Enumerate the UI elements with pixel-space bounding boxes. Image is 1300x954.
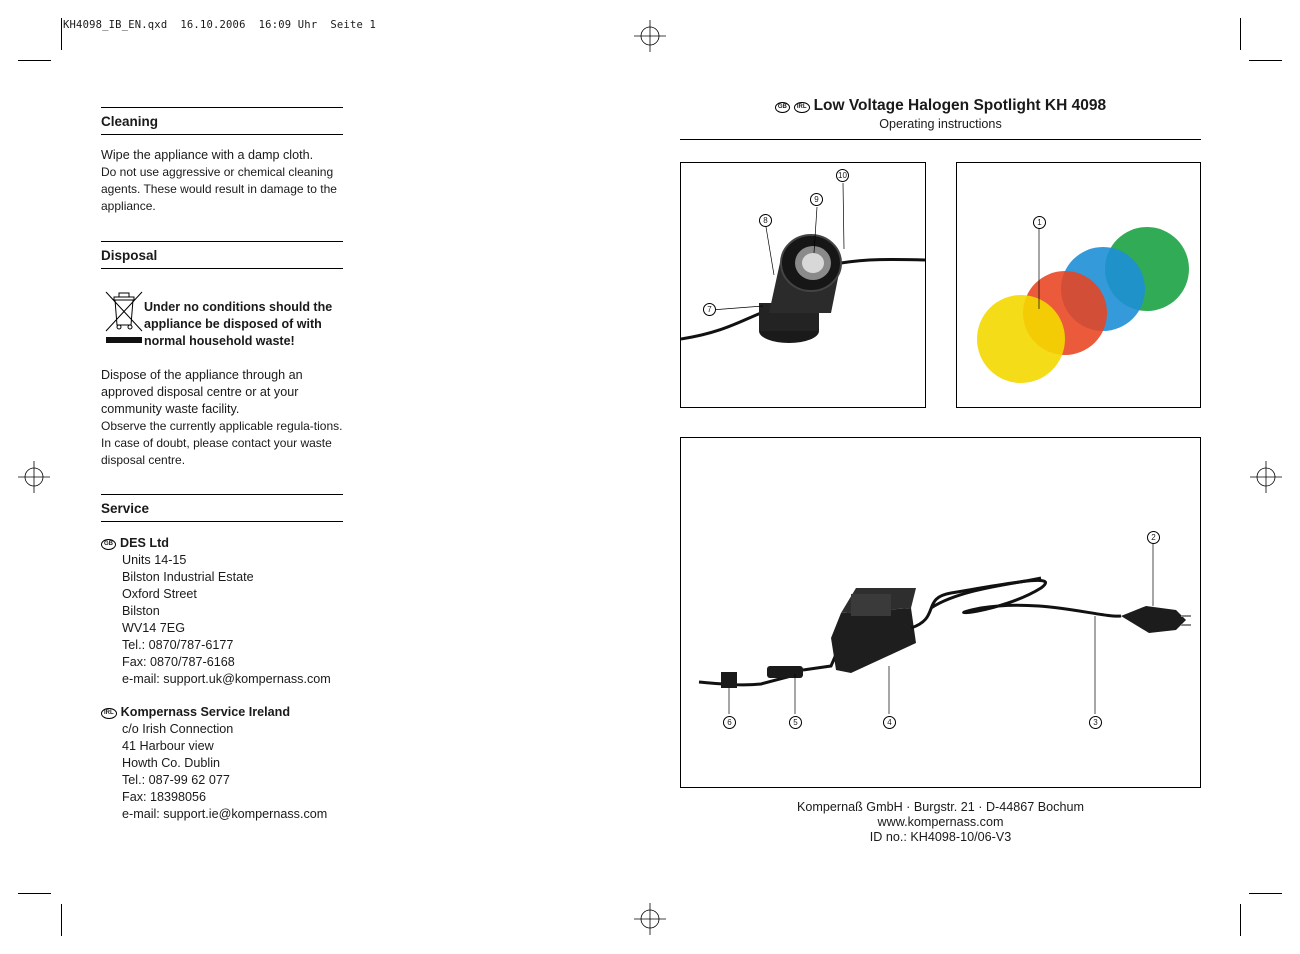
service-address-irl [101, 704, 361, 823]
color-filters-illustration [957, 163, 1200, 407]
footer-company: Kompernaß GmbH · Burgstr. 21 · D-44867 Bochum [797, 800, 1084, 814]
irl-flag-icon: IRL [794, 102, 810, 113]
address-line: 41 Harbour view [122, 739, 214, 753]
crossed-out-bin-icon [104, 289, 144, 345]
spotlight-figure [680, 162, 926, 408]
registration-mark-icon [634, 903, 666, 935]
callout-1: 1 [1033, 216, 1046, 229]
callout-5: 5 [789, 716, 802, 729]
address-line: Oxford Street [122, 587, 197, 601]
disposal-para1: Dispose of the appliance through an approved disposal centre or at your community waste facility. [101, 368, 303, 416]
address-line: Bilston Industrial Estate [122, 570, 254, 584]
footer-id: ID no.: KH4098-10/06-V3 [869, 830, 1012, 844]
cleaning-line1: Wipe the appliance with a damp cloth. [101, 148, 314, 162]
registration-mark-icon [634, 20, 666, 52]
title-divider [680, 139, 1201, 140]
address-line: Fax: 0870/787-6168 [122, 655, 235, 669]
address-line: GB DES Ltd [101, 535, 361, 552]
page-title: GB IRL Low Voltage Halogen Spotlight KH 4098 [680, 97, 1201, 115]
crop-mark [61, 904, 62, 936]
address-line: e-mail: support.ie@kompernass.com [122, 807, 328, 821]
callout-2: 2 [1147, 531, 1160, 544]
cleaning-heading: Cleaning [101, 107, 343, 135]
callout-4: 4 [883, 716, 896, 729]
disposal-heading: Disposal [101, 241, 343, 269]
address-line: e-mail: support.uk@kompernass.com [122, 672, 331, 686]
service-address-gb [101, 535, 361, 688]
cleaning-line2: Do not use aggressive or chemical cleaning agents. These would result in damage to the appliance. [101, 165, 337, 213]
callout-10: 10 [836, 169, 849, 182]
disposal-warning: Under no conditions should the appliance be disposed of with normal household waste! [144, 300, 333, 348]
title-block [680, 97, 1201, 131]
gb-flag-icon: GB [775, 102, 790, 113]
callout-9: 9 [810, 193, 823, 206]
address-line: Fax: 18398056 [122, 790, 207, 804]
page-subtitle: Operating instructions [879, 117, 1002, 131]
footer-imprint [680, 800, 1201, 845]
address-line: IRL Kompernass Service Ireland [101, 704, 361, 721]
callout-7: 7 [703, 303, 716, 316]
address-line: c/o Irish Connection [122, 722, 234, 736]
address-line: Tel.: 0870/787-6177 [122, 638, 234, 652]
crop-mark [1240, 904, 1241, 936]
crop-mark [18, 60, 51, 61]
address-line: Units 14-15 [122, 553, 187, 567]
color-filters-figure [956, 162, 1201, 408]
transformer-illustration [681, 438, 1200, 787]
registration-mark-icon [18, 461, 50, 493]
crop-mark [18, 893, 51, 894]
cleaning-text [101, 147, 346, 215]
crop-mark [1240, 18, 1241, 50]
address-line: WV14 7EG [122, 621, 185, 635]
address-line: Bilston [122, 604, 160, 618]
disposal-para2: Observe the currently applicable regula-tions. In case of doubt, please contact your waste disposal centre. [101, 419, 343, 467]
callout-8: 8 [759, 214, 772, 227]
registration-mark-icon [1250, 461, 1282, 493]
disposal-text [101, 367, 346, 469]
callout-6: 6 [723, 716, 736, 729]
address-line: Howth Co. Dublin [122, 756, 220, 770]
transformer-figure [680, 437, 1201, 788]
callout-leaders [681, 163, 925, 407]
irl-flag-icon: IRL [101, 708, 117, 719]
crop-mark [61, 18, 62, 50]
address-line: Tel.: 087-99 62 077 [122, 773, 230, 787]
crop-mark [1249, 60, 1282, 61]
footer-website: www.kompernass.com [877, 815, 1004, 829]
crop-mark [1249, 893, 1282, 894]
print-stamp: KH4098_IB_EN.qxd 16.10.2006 16:09 Uhr Seite 1 [63, 19, 377, 31]
callout-3: 3 [1089, 716, 1102, 729]
gb-flag-icon: GB [101, 539, 116, 550]
service-heading: Service [101, 494, 343, 522]
